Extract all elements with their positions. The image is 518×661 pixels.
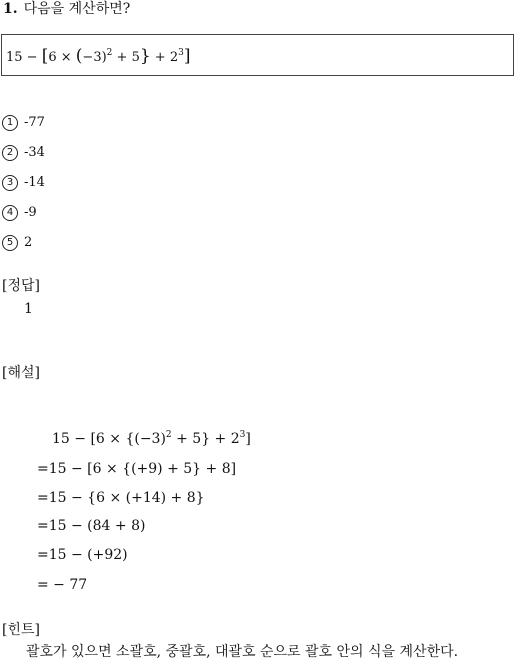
choice-3[interactable] xyxy=(2,174,45,192)
step-prefix: = xyxy=(37,547,49,563)
step-prefix: = xyxy=(37,461,49,477)
step-text: ] xyxy=(245,431,251,447)
explanation-step xyxy=(37,489,205,507)
choice-value: 2 xyxy=(24,235,33,250)
choice-marker-icon: 3 xyxy=(2,175,18,191)
choice-value: -34 xyxy=(24,145,45,160)
explanation-step xyxy=(37,546,128,564)
question-number: 1. xyxy=(3,1,18,17)
step-text: − 77 xyxy=(48,577,88,593)
hint-text: 괄호가 있으면 소괄호, 중괄호, 대괄호 순으로 괄호 안의 식을 계산한다. xyxy=(26,644,459,660)
step-text: 15 − (+92) xyxy=(48,547,128,563)
expression-part: + 5 xyxy=(112,50,140,65)
choice-2[interactable] xyxy=(2,144,45,162)
step-text: 15 − {6 × (+14) + 8} xyxy=(48,490,205,506)
step-text: 15 − (84 + 8) xyxy=(48,518,146,534)
choice-value: -77 xyxy=(24,115,45,130)
explanation-step xyxy=(37,460,236,478)
question-line xyxy=(3,0,130,18)
choice-5[interactable] xyxy=(2,234,32,252)
choice-marker-icon: 5 xyxy=(2,235,18,251)
expression-part: −3) xyxy=(82,50,107,65)
expression xyxy=(6,47,190,67)
step-text: + 5} + 2 xyxy=(171,431,240,447)
step-prefix: = xyxy=(37,490,49,506)
choice-value: -9 xyxy=(24,205,37,220)
hint-label: [힌트] xyxy=(2,622,40,638)
exponent: 2 xyxy=(165,430,172,440)
expression-part: 15 − xyxy=(6,50,42,65)
choice-marker-icon: 1 xyxy=(2,115,18,131)
choice-value: -14 xyxy=(24,175,45,190)
explanation-step xyxy=(52,430,251,448)
choice-marker-icon: 4 xyxy=(2,205,18,221)
exponent: 3 xyxy=(178,48,184,58)
choice-4[interactable] xyxy=(2,204,37,222)
step-text: 15 − [6 × {(−3) xyxy=(52,431,166,447)
explanation-step xyxy=(37,517,145,535)
brace-open: ( xyxy=(75,46,83,66)
bracket-close: ] xyxy=(183,46,191,66)
bracket-open: [ xyxy=(41,46,49,66)
choice-1[interactable] xyxy=(2,114,45,132)
explanation-label: [해설] xyxy=(2,365,40,381)
exponent: 3 xyxy=(239,430,246,440)
expression-part: 6 × xyxy=(48,50,76,65)
expression-box xyxy=(1,34,514,76)
answer-label: [정답] xyxy=(2,278,40,294)
expression-part: + 2 xyxy=(150,50,179,65)
question-text: 다음을 계산하면? xyxy=(23,1,131,17)
step-prefix: = xyxy=(37,518,49,534)
exponent: 2 xyxy=(106,48,113,58)
choice-marker-icon: 2 xyxy=(2,145,18,161)
step-prefix: = xyxy=(37,577,49,593)
answer-value: 1 xyxy=(24,301,33,317)
explanation-step xyxy=(37,576,87,594)
brace-close: } xyxy=(139,46,151,66)
step-text: 15 − [6 × {(+9) + 5} + 8] xyxy=(48,461,237,477)
